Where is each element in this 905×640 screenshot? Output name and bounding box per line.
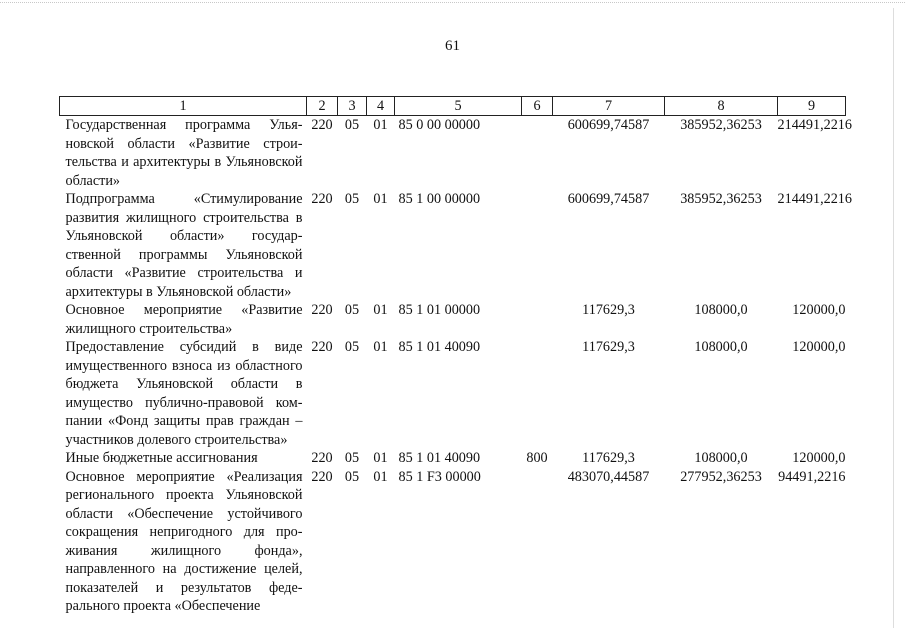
row-col-2: 220 [311,191,333,207]
row-col-8: 385952,36253 [680,117,762,133]
row-col-7: 600699,74587 [567,191,650,207]
row-col-4: 01 [373,339,388,355]
row-col-9: 120000,0 [792,302,846,318]
header-col-3: 3 [338,97,367,116]
row-col-3: 05 [344,191,360,207]
row-name: Подпрограмма «Стимулирование развития жилищного строительства в Ульяновской области» государственной программы Ульяновской области «Развитие строительства и архитектуры в Ульяновской области» [65,191,303,300]
row-col-9: 214491,2216 [777,117,852,133]
row-col-2: 220 [311,450,333,466]
row-col-5: 85 1 00 00000 [398,191,481,207]
row-col-7: 483070,44587 [567,468,650,485]
table-row [60,468,846,616]
row-col-4: 01 [373,468,388,485]
row-col-3: 05 [344,450,360,466]
row-col-2: 220 [311,302,333,318]
table-row [60,190,846,301]
row-col-2: 220 [311,468,333,485]
row-col-4: 01 [373,450,388,466]
row-col-8: 108000,0 [694,450,748,466]
row-col-9: 120000,0 [792,339,846,355]
row-col-6 [522,190,553,301]
row-col-3: 05 [344,339,360,355]
row-col-5: 85 1 F3 00000 [398,468,481,485]
header-col-5: 5 [395,97,522,116]
budget-table-sheet [59,96,852,616]
table-row [60,338,846,449]
header-row [60,97,846,116]
row-name: Иные бюджетные ассигнования [65,450,258,466]
table-row [60,301,846,338]
page-number: 61 [445,38,460,54]
row-col-3: 05 [344,117,360,133]
row-col-8: 385952,36253 [680,191,762,207]
table-row [60,116,846,191]
row-name: Государственная программа Ульяновской области «Развитие строительства и архитектуры в Ульяновской области» [65,117,303,189]
header-col-9: 9 [778,97,846,116]
header-col-7: 7 [553,97,665,116]
row-col-5: 85 1 01 40090 [398,450,481,466]
row-col-2: 220 [311,339,333,355]
row-col-7: 117629,3 [582,302,635,318]
header-col-1: 1 [60,97,307,116]
row-col-5: 85 0 00 00000 [398,117,481,133]
header-col-8: 8 [665,97,778,116]
row-name: Основное мероприятие «Реализация регионального проекта Ульяновской области «Обеспечение устойчивого сокращения непригодного для проживания жилищного фонда», направленного на достижение целей, показателей и результатов федерального проекта «Обеспечение [65,468,303,614]
row-col-8: 277952,36253 [680,468,762,485]
budget-table [59,96,852,616]
row-col-6 [522,468,553,616]
row-col-3: 05 [344,468,360,485]
row-col-7: 117629,3 [582,450,635,466]
row-col-4: 01 [373,117,388,133]
row-col-5: 85 1 01 00000 [398,302,481,318]
row-col-8: 108000,0 [694,302,748,318]
row-col-2: 220 [311,117,333,133]
row-name: Предоставление субсидий в виде имущественного взноса из областного бюджета Ульяновской области в имущество публично-правовой компании «Фонд защиты прав граждан – участников долевого строительства» [65,339,303,448]
row-col-5: 85 1 01 40090 [398,339,481,355]
header-col-2: 2 [307,97,338,116]
table-row [60,449,846,468]
row-col-4: 01 [373,191,388,207]
row-col-9: 214491,2216 [777,191,852,207]
scan-right-edge-mark [893,8,894,628]
row-col-4: 01 [373,302,388,318]
row-col-9: 94491,2216 [778,468,846,485]
header-col-6: 6 [522,97,553,116]
row-col-7: 600699,74587 [567,117,650,133]
row-col-9: 120000,0 [792,450,846,466]
scan-top-edge [0,2,905,5]
row-col-7: 117629,3 [582,339,635,355]
row-name: Основное мероприятие «Развитие жилищного строительства» [65,302,303,337]
row-col-6 [522,116,553,191]
row-col-6: 800 [526,450,548,466]
row-col-6 [522,338,553,449]
header-col-4: 4 [367,97,395,116]
row-col-6 [522,301,553,338]
row-col-8: 108000,0 [694,339,748,355]
row-col-3: 05 [344,302,360,318]
